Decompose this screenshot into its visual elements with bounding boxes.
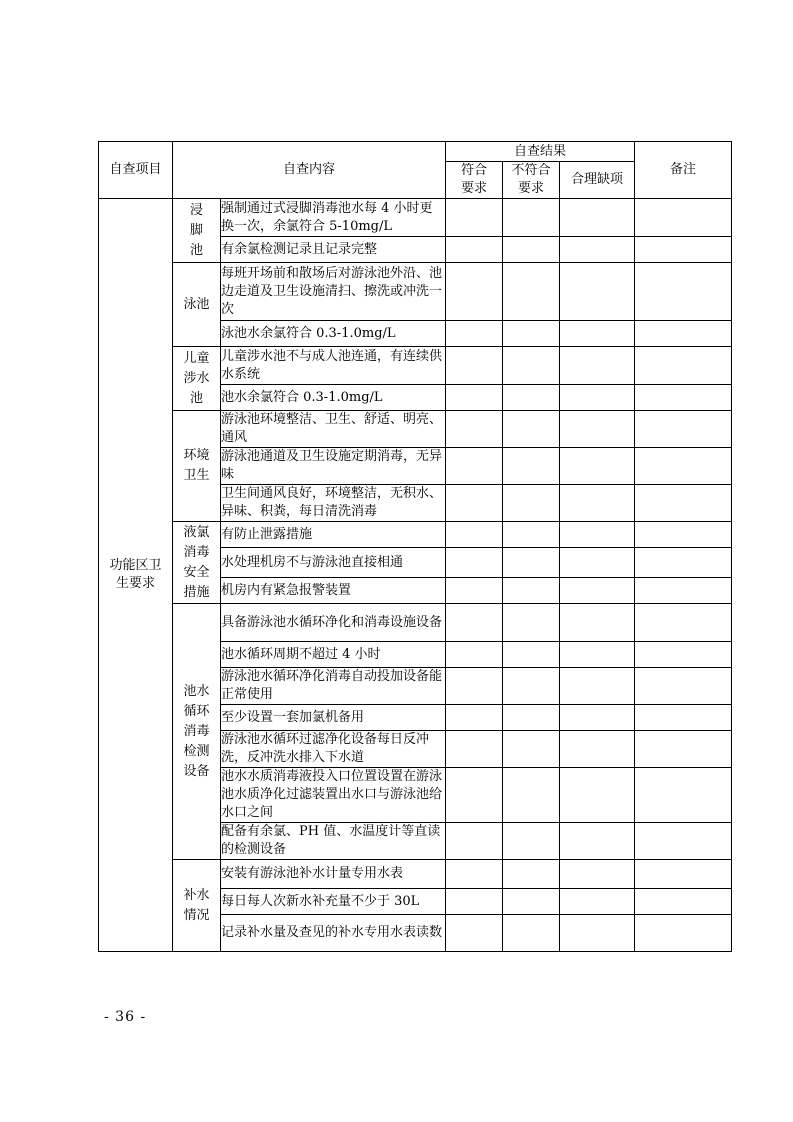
check-item-content: 具备游泳池水循环净化和消毒设施设备: [221, 604, 446, 642]
remark-cell[interactable]: [635, 199, 732, 237]
section-name-cell: [173, 347, 221, 411]
remark-cell[interactable]: [635, 705, 732, 731]
header-result: 自查结果: [446, 142, 635, 162]
missing-cell[interactable]: [560, 448, 635, 485]
remark-cell[interactable]: [635, 731, 732, 768]
pass-cell[interactable]: [446, 889, 503, 915]
check-item-content: 游泳池水循环净化消毒自动投加设备能正常使用: [221, 668, 446, 705]
section-name: 补水情况: [183, 887, 210, 923]
header-fail: 不符合要求: [503, 162, 560, 199]
header-item: 自查项目: [99, 142, 173, 199]
table-row: [99, 522, 732, 548]
section-name: 儿童涉水池: [183, 350, 210, 406]
category-label: 功能区卫生要求: [109, 558, 162, 591]
remark-cell[interactable]: [635, 347, 732, 385]
section-name: 池水循环消毒检测设备: [183, 683, 210, 779]
section-name-cell: [173, 604, 221, 860]
check-item-content: 配备有余氯、PH 值、水温度计等直读的检测设备: [221, 823, 446, 860]
check-item-content: 卫生间通风良好，环境整洁，无积水、异味、积粪，每日清洗消毒: [221, 485, 446, 522]
page-number: - 36 -: [104, 1009, 147, 1025]
check-item-content: 有余氯检测记录且记录完整: [221, 237, 446, 263]
table-row: [99, 411, 732, 448]
remark-cell[interactable]: [635, 604, 732, 642]
section-name: 泳池: [183, 296, 210, 312]
remark-cell[interactable]: [635, 578, 732, 604]
check-item-content: 池水水质消毒液投入口位置设置在游泳池水质净化过滤装置出水口与游泳池给水口之间: [221, 768, 446, 823]
pass-cell[interactable]: [446, 668, 503, 705]
remark-cell[interactable]: [635, 237, 732, 263]
fail-cell[interactable]: [503, 768, 560, 823]
missing-cell[interactable]: [560, 548, 635, 578]
fail-cell[interactable]: [503, 604, 560, 642]
header-content: 自查内容: [173, 142, 446, 199]
section-name-cell: [173, 522, 221, 604]
missing-cell[interactable]: [560, 263, 635, 321]
missing-cell[interactable]: [560, 731, 635, 768]
check-item-content: 每日每人次新水补充量不少于 30L: [221, 889, 446, 915]
section-name: 浸脚池: [189, 202, 203, 258]
pass-cell[interactable]: [446, 642, 503, 668]
header-missing: 合理缺项: [560, 162, 635, 199]
check-item-content: 有防止泄露措施: [221, 522, 446, 548]
check-item-content: 泳池水余氯符合 0.3-1.0mg/L: [221, 321, 446, 347]
check-item-content: 至少设置一套加氯机备用: [221, 705, 446, 731]
fail-cell[interactable]: [503, 705, 560, 731]
table-row: [99, 860, 732, 889]
check-item-content: 游泳池水循环过滤净化设备每日反冲洗，反冲洗水排入下水道: [221, 731, 446, 768]
table-body: [99, 199, 732, 952]
remark-cell[interactable]: [635, 321, 732, 347]
fail-cell[interactable]: [503, 731, 560, 768]
remark-cell[interactable]: [635, 411, 732, 448]
check-item-content: 池水余氯符合 0.3-1.0mg/L: [221, 385, 446, 411]
pass-cell[interactable]: [446, 823, 503, 860]
pass-cell[interactable]: [446, 548, 503, 578]
missing-cell[interactable]: [560, 642, 635, 668]
missing-cell[interactable]: [560, 860, 635, 889]
section-name-cell: [173, 263, 221, 347]
fail-cell[interactable]: [503, 889, 560, 915]
fail-cell[interactable]: [503, 199, 560, 237]
section-name-cell: [173, 860, 221, 952]
remark-cell[interactable]: [635, 548, 732, 578]
section-name-cell: [173, 199, 221, 263]
section-name: 环境卫生: [183, 448, 210, 483]
pass-cell[interactable]: [446, 705, 503, 731]
pass-cell[interactable]: [446, 347, 503, 385]
section-name: 液氯消毒安全措施: [183, 524, 210, 600]
fail-cell[interactable]: [503, 263, 560, 321]
pass-cell[interactable]: [446, 860, 503, 889]
fail-cell[interactable]: [503, 915, 560, 952]
fail-cell[interactable]: [503, 411, 560, 448]
fail-cell[interactable]: [503, 860, 560, 889]
pass-cell[interactable]: [446, 411, 503, 448]
check-item-content: 池水循环周期不超过 4 小时: [221, 642, 446, 668]
remark-cell[interactable]: [635, 915, 732, 952]
header-pass: 符合要求: [446, 162, 503, 199]
table-row: [99, 604, 732, 642]
check-item-content: 每班开场前和散场后对游泳池外沿、池边走道及卫生设施清扫、擦洗或冲洗一次: [221, 263, 446, 321]
pass-cell[interactable]: [446, 385, 503, 411]
missing-cell[interactable]: [560, 578, 635, 604]
check-item-content: 游泳池通道及卫生设施定期消毒，无异味: [221, 448, 446, 485]
missing-cell[interactable]: [560, 668, 635, 705]
missing-cell[interactable]: [560, 522, 635, 548]
missing-cell[interactable]: [560, 321, 635, 347]
remark-cell[interactable]: [635, 522, 732, 548]
remark-cell[interactable]: [635, 823, 732, 860]
pass-cell[interactable]: [446, 485, 503, 522]
fail-cell[interactable]: [503, 347, 560, 385]
remark-cell[interactable]: [635, 668, 732, 705]
fail-cell[interactable]: [503, 668, 560, 705]
check-item-content: 强制通过式浸脚消毒池水每 4 小时更换一次，余氯符合 5-10mg/L: [221, 199, 446, 237]
remark-cell[interactable]: [635, 448, 732, 485]
self-check-table: [98, 141, 732, 952]
pass-cell[interactable]: [446, 578, 503, 604]
pass-cell[interactable]: [446, 731, 503, 768]
remark-cell[interactable]: [635, 385, 732, 411]
table-row: [99, 347, 732, 385]
check-item-content: 机房内有紧急报警装置: [221, 578, 446, 604]
header-remark: 备注: [635, 142, 732, 199]
remark-cell[interactable]: [635, 263, 732, 321]
pass-cell[interactable]: [446, 321, 503, 347]
missing-cell[interactable]: [560, 237, 635, 263]
fail-cell[interactable]: [503, 642, 560, 668]
missing-cell[interactable]: [560, 768, 635, 823]
pass-cell[interactable]: [446, 915, 503, 952]
pass-cell[interactable]: [446, 768, 503, 823]
pass-cell[interactable]: [446, 604, 503, 642]
pass-cell[interactable]: [446, 448, 503, 485]
missing-cell[interactable]: [560, 199, 635, 237]
missing-cell[interactable]: [560, 915, 635, 952]
check-item-content: 记录补水量及查见的补水专用水表读数: [221, 915, 446, 952]
section-name-cell: [173, 411, 221, 522]
missing-cell[interactable]: [560, 889, 635, 915]
check-item-content: 游泳池环境整洁、卫生、舒适、明亮、通风: [221, 411, 446, 448]
fail-cell[interactable]: [503, 485, 560, 522]
table-row: [99, 199, 732, 237]
missing-cell[interactable]: [560, 411, 635, 448]
fail-cell[interactable]: [503, 321, 560, 347]
table-row: [99, 263, 732, 321]
check-item-content: 安装有游泳池补水计量专用水表: [221, 860, 446, 889]
category-cell: [99, 199, 173, 952]
missing-cell[interactable]: [560, 604, 635, 642]
remark-cell[interactable]: [635, 642, 732, 668]
fail-cell[interactable]: [503, 522, 560, 548]
remark-cell[interactable]: [635, 768, 732, 823]
missing-cell[interactable]: [560, 385, 635, 411]
fail-cell[interactable]: [503, 823, 560, 860]
missing-cell[interactable]: [560, 823, 635, 860]
fail-cell[interactable]: [503, 548, 560, 578]
pass-cell[interactable]: [446, 199, 503, 237]
remark-cell[interactable]: [635, 889, 732, 915]
remark-cell[interactable]: [635, 485, 732, 522]
missing-cell[interactable]: [560, 347, 635, 385]
fail-cell[interactable]: [503, 385, 560, 411]
missing-cell[interactable]: [560, 485, 635, 522]
missing-cell[interactable]: [560, 705, 635, 731]
pass-cell[interactable]: [446, 522, 503, 548]
fail-cell[interactable]: [503, 237, 560, 263]
pass-cell[interactable]: [446, 237, 503, 263]
fail-cell[interactable]: [503, 578, 560, 604]
check-item-content: 儿童涉水池不与成人池连通，有连续供水系统: [221, 347, 446, 385]
check-item-content: 水处理机房不与游泳池直接相通: [221, 548, 446, 578]
remark-cell[interactable]: [635, 860, 732, 889]
pass-cell[interactable]: [446, 263, 503, 321]
fail-cell[interactable]: [503, 448, 560, 485]
